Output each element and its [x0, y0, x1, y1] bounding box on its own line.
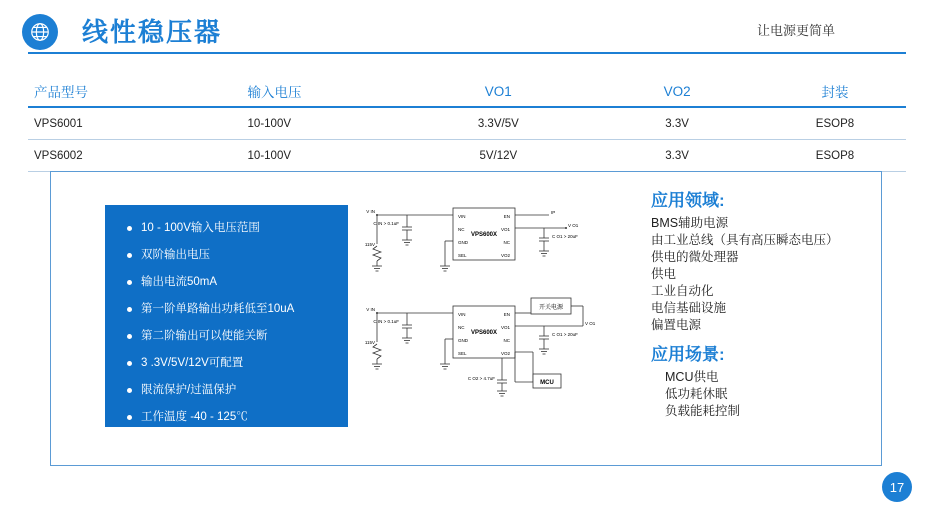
svg-text:VPS600X: VPS600X	[470, 330, 498, 336]
list-item: 第一阶单路输出功耗低至10uA	[127, 302, 348, 316]
svg-text:MCU: MCU	[540, 380, 554, 386]
scenarios-item: MCU供电	[665, 370, 719, 384]
svg-text:EN: EN	[503, 214, 510, 219]
applications-item: 供电的微处理器	[651, 250, 739, 264]
globe-icon	[22, 14, 58, 50]
svg-text:EN: EN	[503, 312, 510, 317]
applications-item: 偏置电源	[651, 318, 702, 332]
svg-text:VO1: VO1	[500, 325, 510, 330]
list-item: 限流保护/过温保护	[127, 383, 348, 397]
svg-text:115V: 115V	[364, 340, 375, 345]
svg-text:VO2: VO2	[500, 351, 510, 356]
table-row	[28, 140, 906, 172]
cell-vo1: 3.3V/5V	[477, 117, 519, 130]
column-header-vo1: VO1	[484, 83, 512, 99]
svg-text:V IN: V IN	[366, 307, 375, 312]
svg-text:VO1: VO1	[500, 227, 510, 232]
cell-package: ESOP8	[815, 117, 855, 130]
applications-item: 由工业总线（具有高压瞬态电压）	[651, 233, 839, 247]
table-row	[28, 108, 906, 140]
svg-text:VIN: VIN	[458, 214, 466, 219]
svg-text:115V: 115V	[364, 242, 375, 247]
svg-text:SEL: SEL	[458, 351, 467, 356]
column-header-model: 产品型号	[34, 85, 88, 100]
cell-package: ESOP8	[815, 149, 855, 162]
svg-text:V IN: V IN	[366, 209, 375, 214]
table-header-row	[28, 76, 906, 108]
cell-vin: 10-100V	[247, 117, 292, 130]
svg-text:GND: GND	[458, 240, 468, 245]
page-header	[0, 0, 930, 62]
cell-vo2: 3.3V	[665, 117, 689, 130]
svg-text:C IN > 0.1uF: C IN > 0.1uF	[373, 319, 399, 324]
svg-text:V O1: V O1	[585, 321, 596, 326]
list-item: 10 - 100V输入电压范围	[127, 221, 348, 235]
svg-text:IP: IP	[551, 210, 556, 215]
column-header-vin: 输入电压	[247, 85, 302, 100]
svg-text:C O2 > 4.7uF: C O2 > 4.7uF	[467, 376, 495, 381]
svg-text:C O1 > 20uF: C O1 > 20uF	[552, 332, 578, 337]
applications-item: BMS辅助电源	[651, 216, 729, 230]
list-item: 输出电流50mA	[127, 275, 348, 289]
product-table	[28, 76, 906, 172]
features-list	[105, 205, 348, 424]
scenarios-heading: 应用场景:	[651, 345, 725, 364]
cell-vin: 10-100V	[247, 149, 292, 162]
cell-vo1: 5V/12V	[479, 149, 518, 162]
svg-text:GND: GND	[458, 338, 468, 343]
list-item: 第二阶输出可以使能关断	[127, 329, 348, 343]
applications-block	[651, 186, 839, 334]
applications-item: 工业自动化	[651, 284, 714, 298]
cell-model: VPS6001	[34, 117, 83, 130]
scenarios-item: 负载能耗控制	[665, 404, 741, 418]
application-schematic	[361, 194, 611, 442]
list-item: 双阶输出电压	[127, 248, 348, 262]
scenarios-block	[651, 340, 740, 420]
page-number-badge: 17	[882, 472, 912, 502]
list-item: 3 .3V/5V/12V可配置	[127, 356, 348, 370]
header-tagline: 让电源更简单	[756, 23, 835, 38]
svg-text:C IN > 0.1uF: C IN > 0.1uF	[373, 221, 399, 226]
svg-text:VO2: VO2	[500, 253, 510, 258]
list-item: 工作温度 -40 - 125℃	[127, 410, 348, 424]
page-title: 线性稳压器	[82, 17, 223, 47]
features-box	[105, 205, 348, 427]
applications-item: 电信基础设施	[651, 301, 727, 315]
svg-text:开关电源: 开关电源	[538, 305, 564, 311]
svg-text:NC: NC	[503, 338, 510, 343]
scenarios-item: 低功耗休眠	[665, 387, 728, 401]
svg-text:NC: NC	[458, 227, 465, 232]
svg-text:NC: NC	[458, 325, 465, 330]
cell-model: VPS6002	[34, 149, 83, 162]
applications-item: 供电	[651, 267, 677, 281]
column-header-vo2: VO2	[663, 83, 691, 99]
svg-text:V O1: V O1	[568, 223, 579, 228]
svg-text:VPS600X: VPS600X	[470, 232, 498, 238]
svg-text:NC: NC	[503, 240, 510, 245]
cell-vo2: 3.3V	[665, 149, 689, 162]
svg-text:VIN: VIN	[458, 312, 466, 317]
content-card	[50, 171, 882, 466]
applications-heading: 应用领域:	[651, 191, 725, 210]
column-header-package: 封装	[821, 85, 849, 100]
header-divider	[28, 52, 906, 54]
svg-text:C O1 > 20uF: C O1 > 20uF	[552, 234, 578, 239]
svg-text:SEL: SEL	[458, 253, 467, 258]
